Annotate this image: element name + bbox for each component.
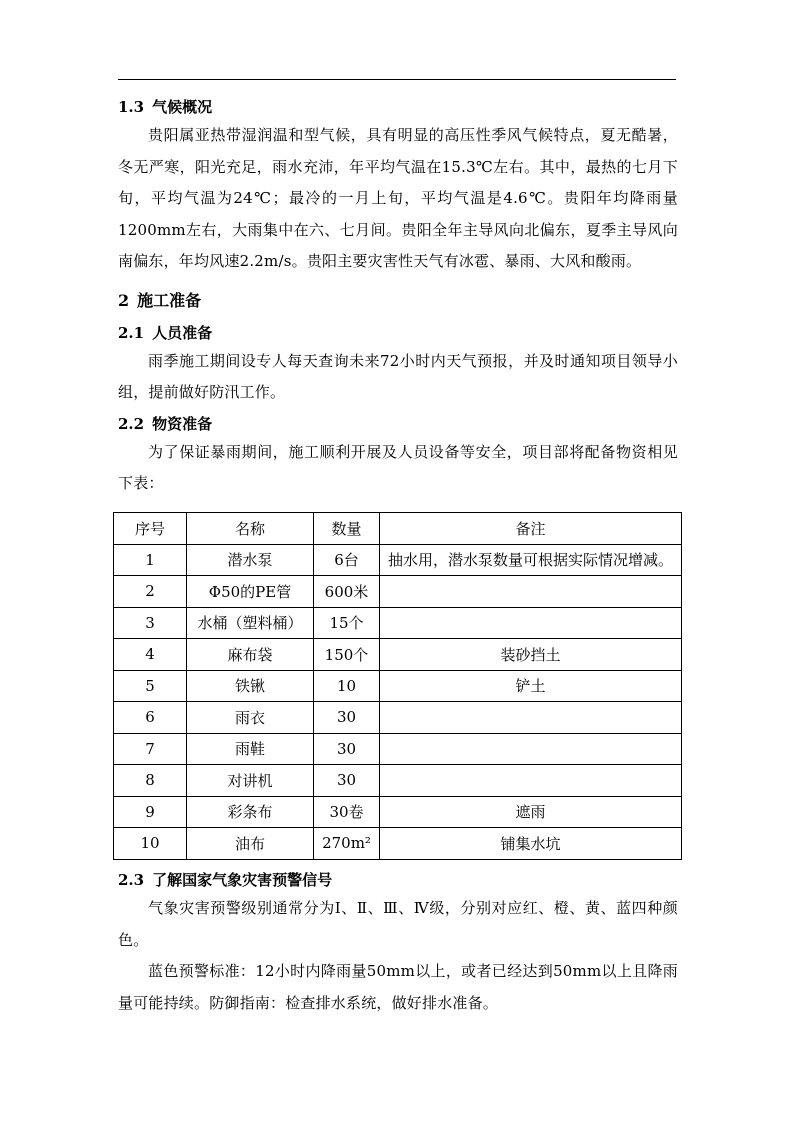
section-title: 物资准备 bbox=[152, 414, 213, 433]
table-cell bbox=[380, 765, 682, 797]
table-cell: 水桶（塑料桶） bbox=[187, 607, 314, 639]
table-cell: 雨衣 bbox=[187, 702, 314, 734]
table-cell: 10 bbox=[314, 670, 380, 702]
section-2-1-heading bbox=[118, 320, 678, 346]
table-cell: 遮雨 bbox=[380, 796, 682, 828]
table-cell: 15个 bbox=[314, 607, 380, 639]
personnel-paragraph: 雨季施工期间设专人每天查询未来72小时内天气预报，并及时通知项目领导小组，提前做好防汛工作。 bbox=[118, 351, 678, 401]
section-number: 2.3 bbox=[118, 871, 145, 889]
table-body bbox=[114, 544, 682, 859]
section-title: 施工准备 bbox=[137, 290, 202, 310]
section-number: 2.2 bbox=[118, 414, 145, 433]
section-2-2-heading bbox=[118, 411, 678, 437]
column-header: 备注 bbox=[380, 513, 682, 545]
table-cell: 270m² bbox=[314, 828, 380, 860]
table-cell: 9 bbox=[114, 796, 187, 828]
table-cell: 30 bbox=[314, 765, 380, 797]
document-body bbox=[118, 92, 678, 500]
table-cell: 30卷 bbox=[314, 796, 380, 828]
table-cell: 抽水用，潜水泵数量可根据实际情况增减。 bbox=[380, 544, 682, 576]
table-cell: 铲土 bbox=[380, 670, 682, 702]
section-2-heading bbox=[118, 284, 678, 318]
table-cell bbox=[380, 702, 682, 734]
table-row bbox=[114, 828, 682, 860]
section-1-3-heading bbox=[118, 94, 678, 120]
table-cell: 600米 bbox=[314, 576, 380, 608]
climate-paragraph: 贵阳属亚热带湿润温和型气候，具有明显的高压性季风气候特点，夏无酷暑，冬无严寒，阳光充足，雨水充沛，年平均气温在15.3℃左右。其中，最热的七月下旬，平均气温为24℃；最冷的一月上旬，平均气温是4.6℃。贵阳年均降雨量1200mm左右，大雨集中在六、七月间。贵阳全年主导风向北偏东，夏季主导风向南偏东，年均风速2.2m/s。贵阳主要灾害性天气有冰雹、暴雨、大风和酸雨。 bbox=[118, 126, 678, 270]
table-cell: 7 bbox=[114, 733, 187, 765]
table-cell: 铺集水坑 bbox=[380, 828, 682, 860]
header-rule bbox=[118, 79, 676, 80]
table-row bbox=[114, 639, 682, 671]
section-title: 了解国家气象灾害预警信号 bbox=[152, 871, 333, 889]
table-cell: 1 bbox=[114, 544, 187, 576]
table-header-row bbox=[114, 513, 682, 545]
table-row bbox=[114, 576, 682, 608]
table-cell: 6台 bbox=[314, 544, 380, 576]
table-row bbox=[114, 607, 682, 639]
section-number: 2.1 bbox=[118, 323, 145, 342]
table-cell bbox=[380, 576, 682, 608]
table-cell: 彩条布 bbox=[187, 796, 314, 828]
table-cell: 潜水泵 bbox=[187, 544, 314, 576]
table-cell: Φ50的PE管 bbox=[187, 576, 314, 608]
table-cell: 8 bbox=[114, 765, 187, 797]
table-row bbox=[114, 733, 682, 765]
column-header: 数量 bbox=[314, 513, 380, 545]
column-header: 名称 bbox=[187, 513, 314, 545]
section-number: 1.3 bbox=[118, 98, 145, 116]
blue-warning-paragraph: 蓝色预警标准：12小时内降雨量50mm以上，或者已经达到50mm以上且降雨量可能持续。防御指南：检查排水系统，做好排水准备。 bbox=[118, 962, 678, 1012]
table-cell: 3 bbox=[114, 607, 187, 639]
table-cell: 6 bbox=[114, 702, 187, 734]
table-row bbox=[114, 796, 682, 828]
table-cell: 2 bbox=[114, 576, 187, 608]
section-title: 气候概况 bbox=[152, 98, 213, 116]
section-2-3 bbox=[118, 865, 678, 1019]
table-cell: 雨鞋 bbox=[187, 733, 314, 765]
table-cell bbox=[380, 607, 682, 639]
table-cell: 30 bbox=[314, 702, 380, 734]
table-cell: 铁锹 bbox=[187, 670, 314, 702]
warning-levels-paragraph: 气象灾害预警级别通常分为Ⅰ、Ⅱ、Ⅲ、Ⅳ级，分别对应红、橙、黄、蓝四种颜色。 bbox=[118, 899, 678, 949]
table-cell: 油布 bbox=[187, 828, 314, 860]
table-row bbox=[114, 702, 682, 734]
table-row bbox=[114, 765, 682, 797]
table-row bbox=[114, 544, 682, 576]
table-cell: 150个 bbox=[314, 639, 380, 671]
table-cell: 10 bbox=[114, 828, 187, 860]
section-title: 人员准备 bbox=[152, 323, 213, 342]
table-cell: 4 bbox=[114, 639, 187, 671]
section-2-3-heading bbox=[118, 867, 678, 893]
column-header: 序号 bbox=[114, 513, 187, 545]
section-number: 2 bbox=[118, 290, 130, 310]
table-cell: 装砂挡土 bbox=[380, 639, 682, 671]
table-cell: 30 bbox=[314, 733, 380, 765]
table-cell: 5 bbox=[114, 670, 187, 702]
table-row bbox=[114, 670, 682, 702]
materials-paragraph: 为了保证暴雨期间，施工顺利开展及人员设备等安全，项目部将配备物资相见下表： bbox=[118, 442, 678, 492]
materials-table bbox=[113, 512, 682, 860]
table-cell bbox=[380, 733, 682, 765]
table-cell: 对讲机 bbox=[187, 765, 314, 797]
table-cell: 麻布袋 bbox=[187, 639, 314, 671]
